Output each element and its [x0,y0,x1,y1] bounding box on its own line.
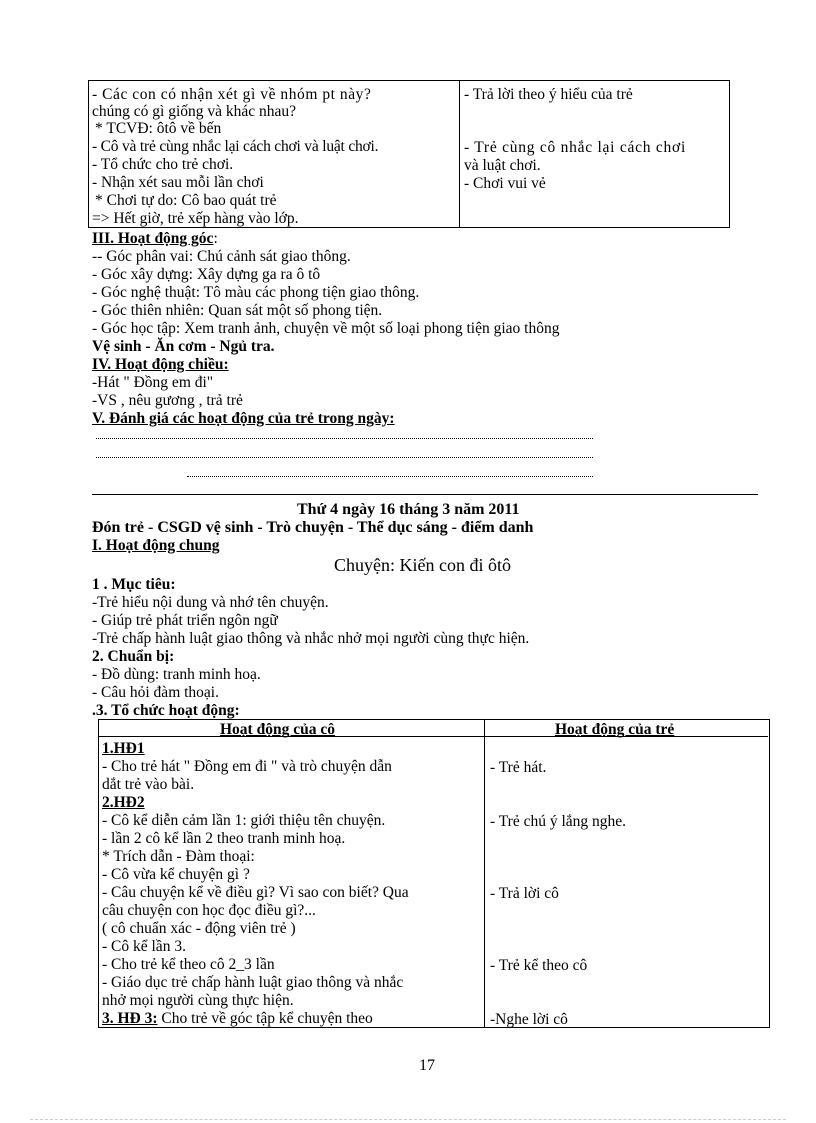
prep-item: - Đồ dùng: tranh minh hoạ. [92,666,261,683]
t2-left-line: - lần 2 cô kể lần 2 theo tranh minh hoạ. [102,830,346,847]
goal-item: -Trẻ hiểu nội dung và nhớ tên chuyện. [92,594,329,611]
t2-right-line: - Trẻ kể theo cô [490,957,588,974]
section-3-heading: III. Hoạt động góc: [92,230,218,247]
t1-left-line: - Các con có nhận xét gì về nhóm pt này? [92,86,372,103]
table2-header-children: Hoạt động của trẻ [555,721,675,738]
prep-heading: 2. Chuẩn bị: [92,648,175,665]
hygiene-line: Vệ sinh - Ăn cơm - Ngủ tra. [92,338,275,355]
section-4-heading: IV. Hoạt động chiều: [92,356,229,373]
t2-left-line: - Cô kể diễn cảm lần 1: giới thiệu tên chuyện. [102,812,386,829]
t2-left-line: câu chuyện con học đọc điều gì?... [102,902,316,919]
t2-left-line: - Câu chuyện kể về điều gì? Vì sao con biết? Qua [102,884,409,901]
t2-left-line: nhở mọi người cùng thực hiện. [102,992,294,1009]
t2-left-line: - Giáo dục trẻ chấp hành luật giao thông và nhắc [102,974,404,991]
section-1-heading: I. Hoạt động chung [92,537,220,554]
t2-left-line: * Trích dẫn - Đàm thoại: [102,848,255,865]
page-number: 17 [419,1057,435,1074]
corner-item: - Góc học tập: Xem tranh ảnh, chuyện về một số loại phong tiện giao thông [92,320,560,337]
t2-right-line: - Trả lời cô [490,885,559,902]
t2-left-line: - Cô vừa kể chuyện gì ? [102,866,250,883]
t2-left-line: - Cho trẻ kể theo cô 2_3 lần [102,956,275,973]
t1-right-line: và luật chơi. [464,157,541,174]
corner-item: -- Góc phân vai: Chú cảnh sát giao thông. [92,248,351,265]
t2-left-line: 2.HĐ2 [102,794,145,811]
t1-right-line: - Trả lời theo ý hiểu của trẻ [464,86,633,103]
afternoon-item: -VS , nêu gương , trả trẻ [92,392,243,409]
t1-left-line: chúng có gì giống và khác nhau? [92,103,297,120]
day-title: Thứ 4 ngày 16 tháng 3 năm 2011 [297,501,520,518]
section-separator [92,494,758,495]
section-5-heading: V. Đánh giá các hoạt động của trẻ trong ngày: [92,410,395,427]
t1-left-line: - Tổ chức cho trẻ chơi. [92,156,234,173]
t2-left-line: ( cô chuẩn xác - động viên trẻ ) [102,920,296,937]
evaluation-dotted-line [187,476,593,477]
org-heading: .3. Tổ chức hoạt động: [92,702,240,719]
day-subtitle: Đón trẻ - CSGD vệ sinh - Trò chuyện - Thể dục sáng - điểm danh [92,519,534,536]
goal-item: - Giúp trẻ phát triển ngôn ngữ [92,612,278,629]
goals-heading: 1 . Mục tiêu: [92,576,176,593]
afternoon-item: -Hát " Đồng em đi" [92,374,214,391]
t2-right-line: - Trẻ chú ý lắng nghe. [490,813,627,830]
t2-left-line: dắt trẻ vào bài. [102,776,195,793]
t1-left-line: * TCVĐ: ôtô về bến [95,120,222,137]
evaluation-dotted-line [96,457,593,458]
t2-right-line: - Trẻ hát. [490,759,547,776]
t1-left-line: - Cô và trẻ cùng nhắc lại cách chơi và luật chơi. [92,138,379,155]
t2-right-line: -Nghe lời cô [490,1011,568,1028]
t1-right-line: - Trẻ cùng cô nhắc lại cách chơi [464,139,687,156]
t2-left-line: - Cho trẻ hát " Đồng em đi " và trò chuyện dẫn [102,758,392,775]
evaluation-dotted-line [96,438,593,439]
t2-left-line: 1.HĐ1 [102,740,145,757]
table2-header-teacher: Hoạt động của cô [220,721,335,738]
corner-item: - Góc nghệ thuật: Tô màu các phong tiện giao thông. [92,284,420,301]
t1-left-line: - Nhận xét sau mỗi lần chơi [92,174,264,191]
story-title: Chuyện: Kiến con đi ôtô [334,555,511,575]
t2-left-line: - Cô kể lần 3. [102,938,186,955]
prep-item: - Câu hỏi đàm thoại. [92,684,219,701]
corner-item: - Góc thiên nhiên: Quan sát một số phong tiện. [92,302,383,319]
goal-item: -Trẻ chấp hành luật giao thông và nhắc nhở mọi người cùng thực hiện. [92,630,530,647]
corner-item: - Góc xây dựng: Xây dựng ga ra ô tô [92,266,321,283]
t1-left-line: * Chơi tự do: Cô bao quát trẻ [95,192,277,209]
page-bottom-border [30,1119,786,1120]
t1-right-line: - Chơi vui vẻ [464,175,546,192]
table1-divider [459,80,460,227]
t1-left-line: => Hết giờ, trẻ xếp hàng vào lớp. [92,210,299,227]
t2-left-line: 3. HĐ 3: Cho trẻ về góc tập kể chuyện theo [102,1010,373,1027]
table2-divider [484,719,485,1027]
